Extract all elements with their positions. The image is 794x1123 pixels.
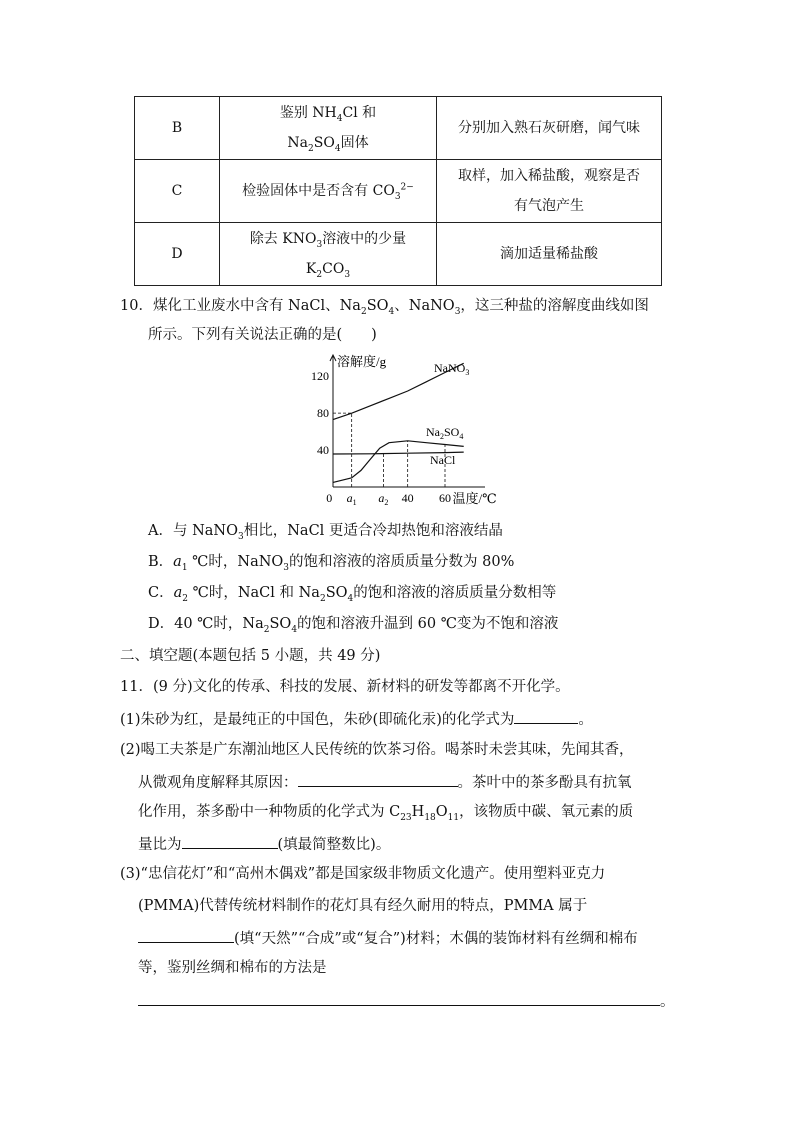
- row-label: C: [135, 160, 220, 223]
- row-purpose: 鉴别 $NH_4Cl$ 和 $Na_2SO_4$固体: [220, 97, 437, 160]
- table-row: [135, 223, 662, 286]
- row-purpose: 检验固体中是否含有 $CO_3^{2-}$: [220, 160, 437, 223]
- q10-stem-line2: 所示。下列有关说法正确的是( ): [148, 327, 377, 343]
- q10-option-c: C．$a_2$ ℃时，NaCl 和 $Na_2SO_4$的饱和溶液的溶质质量分数相等: [148, 585, 557, 604]
- x-tick-label: 40: [401, 491, 414, 505]
- q10-option-b: B．$a_1$ ℃时，NaNO$_3$的饱和溶液的溶质质量分数为 80%: [148, 554, 515, 573]
- q11-part2-line1: (2)喝工夫茶是广东潮汕地区人民传统的饮茶习俗。喝茶时未尝其味，先闻其香，: [120, 742, 634, 758]
- table-row: [135, 97, 662, 160]
- answer-blank[interactable]: [138, 990, 660, 1006]
- q11-part3-line3: (填“天然”“合成”或“复合”)材料；木偶的装饰材料有丝绸和棉布: [138, 927, 638, 949]
- row-method: 取样，加入稀盐酸，观察是否 有气泡产生: [437, 160, 662, 223]
- solubility-chart: [300, 352, 500, 507]
- q11-intro: 11．(9 分)文化的传承、科技的发展、新材料的研发等都离不开化学。: [120, 679, 570, 695]
- q11-part3-line5: 。: [138, 990, 675, 1012]
- q10-option-a: A．与 NaNO$_3$相比，NaCl 更适合冷却热饱和溶液结晶: [148, 523, 503, 542]
- section-heading: 二、填空题(本题包括 5 小题，共 49 分): [120, 648, 381, 664]
- x-tick-label: 0: [326, 491, 333, 505]
- x-tick-label: 60: [439, 491, 451, 505]
- q11-part3-line4: 等，鉴别丝绸和棉布的方法是: [138, 960, 327, 976]
- answer-blank[interactable]: [138, 927, 234, 943]
- y-tick-label: 120: [311, 369, 329, 384]
- q11-part2-line2: 从微观角度解释其原因： 。茶叶中的茶多酚具有抗氧: [138, 771, 632, 793]
- y-tick-label: 40: [317, 443, 329, 458]
- answer-blank[interactable]: [182, 833, 278, 849]
- q11-part2-line3: 化作用，茶多酚中一种物质的化学式为 $C_{23}H_{18}O_{11}$，该物质中碳、氧元素的质: [138, 804, 634, 823]
- row-label: B: [135, 97, 220, 160]
- q10-option-d: D．40 ℃时，$Na_2SO_4$的饱和溶液升温到 60 ℃变为不饱和溶液: [148, 616, 559, 635]
- q11-part3-line2: (PMMA)代替传统材料制作的花灯具有经久耐用的特点，PMMA 属于: [138, 898, 588, 914]
- q10-stem-line1: 10．煤化工业废水中含有 NaCl、$Na_2SO_4$、NaNO$_3$，这三种盐的溶解度曲线如图: [120, 298, 649, 317]
- series-label-na2so4: $Na_2SO_4$: [426, 425, 464, 441]
- q11-part3-line1: (3)“忠信花灯”和“高州木偶戏”都是国家级非物质文化遗产。使用塑料亚克力: [120, 866, 606, 882]
- table-row: [135, 160, 662, 223]
- series-label-nacl: NaCl: [430, 453, 456, 467]
- answer-blank[interactable]: [514, 708, 578, 724]
- row-label: D: [135, 223, 220, 286]
- answer-blank[interactable]: [298, 771, 458, 787]
- y-tick-label: 80: [317, 406, 329, 421]
- series-label-nano3: NaNO$_3$: [434, 361, 470, 377]
- options-table: [134, 96, 662, 286]
- q11-part1: (1)朱砂为红，是最纯正的中国色，朱砂(即硫化汞)的化学式为 。: [120, 708, 593, 730]
- y-axis-label: 溶解度/g: [337, 354, 387, 369]
- x-axis-label: 温度/℃: [452, 491, 497, 506]
- q11-part2-line4: 量比为 (填最简整数比)。: [138, 833, 390, 855]
- x-tick-label: $a_1$: [346, 491, 357, 507]
- row-purpose: 除去 $KNO_3$溶液中的少量 $K_2CO_3$: [220, 223, 437, 286]
- row-method: 滴加适量稀盐酸: [437, 223, 662, 286]
- row-method: 分别加入熟石灰研磨，闻气味: [437, 97, 662, 160]
- x-tick-label: $a_2$: [378, 491, 389, 507]
